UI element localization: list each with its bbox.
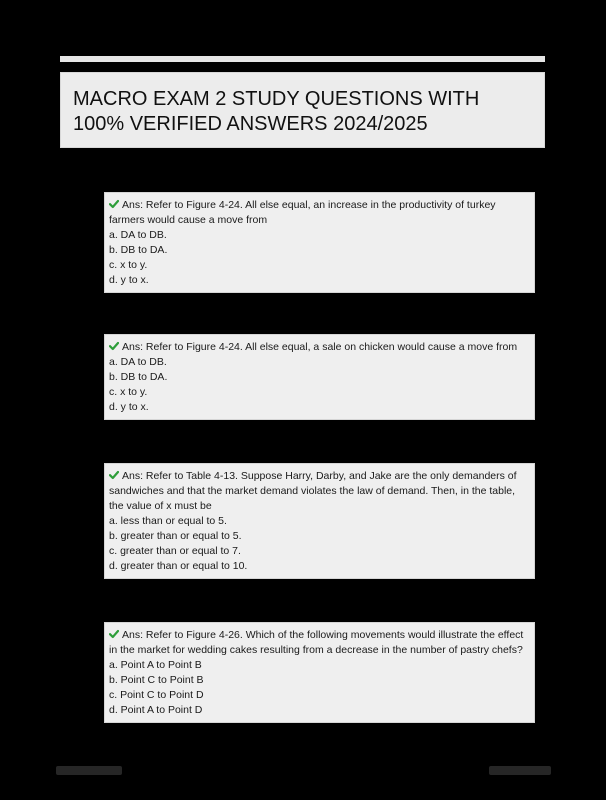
question-line xyxy=(109,469,530,514)
footer-watermark-left xyxy=(56,766,122,775)
answer-option: b. Point C to Point B xyxy=(109,674,204,686)
title-banner xyxy=(60,72,545,148)
answer-option: d. Point A to Point D xyxy=(109,704,203,716)
answer-option: a. Point A to Point B xyxy=(109,659,202,671)
footer-page-number xyxy=(489,766,551,775)
answer-option: b. DB to DA. xyxy=(109,371,168,383)
answer-option: c. x to y. xyxy=(109,259,148,271)
answer-option: d. y to x. xyxy=(109,274,149,286)
question-card xyxy=(104,622,535,723)
answer-option: b. DB to DA. xyxy=(109,244,168,256)
answer-option: d. y to x. xyxy=(109,401,149,413)
question-text: Ans: Refer to Figure 4-24. All else equal, an increase in the productivity of turkey farmers would cause a move from xyxy=(109,199,496,226)
answer-option: d. greater than or equal to 10. xyxy=(109,560,248,572)
question-line xyxy=(109,340,530,355)
answer-option: a. less than or equal to 5. xyxy=(109,515,227,527)
answer-option: a. DA to DB. xyxy=(109,229,167,241)
answer-option: c. greater than or equal to 7. xyxy=(109,545,241,557)
answer-option: c. x to y. xyxy=(109,386,148,398)
check-icon xyxy=(109,199,119,209)
question-line xyxy=(109,628,530,658)
question-card xyxy=(104,334,535,420)
answer-option: b. greater than or equal to 5. xyxy=(109,530,242,542)
question-card xyxy=(104,192,535,293)
document-title: MACRO EXAM 2 STUDY QUESTIONS WITH 100% VERIFIED ANSWERS 2024/2025 xyxy=(73,88,480,135)
answer-option: c. Point C to Point D xyxy=(109,689,204,701)
check-icon xyxy=(109,341,119,351)
question-text: Ans: Refer to Figure 4-24. All else equal, a sale on chicken would cause a move from xyxy=(122,341,518,353)
question-line xyxy=(109,198,530,228)
answer-option: a. DA to DB. xyxy=(109,356,167,368)
check-icon xyxy=(109,470,119,480)
top-divider xyxy=(60,56,545,62)
question-text: Ans: Refer to Figure 4-26. Which of the following movements would illustrate the effect in the market for wedding cakes resulting from a decrease in the number of pastry chefs? xyxy=(109,629,524,656)
check-icon xyxy=(109,629,119,639)
question-text: Ans: Refer to Table 4-13. Suppose Harry, Darby, and Jake are the only demanders of sandwiches and that the market demand violates the law of demand. Then, in the table, the value of x must be xyxy=(109,470,517,512)
question-card xyxy=(104,463,535,579)
